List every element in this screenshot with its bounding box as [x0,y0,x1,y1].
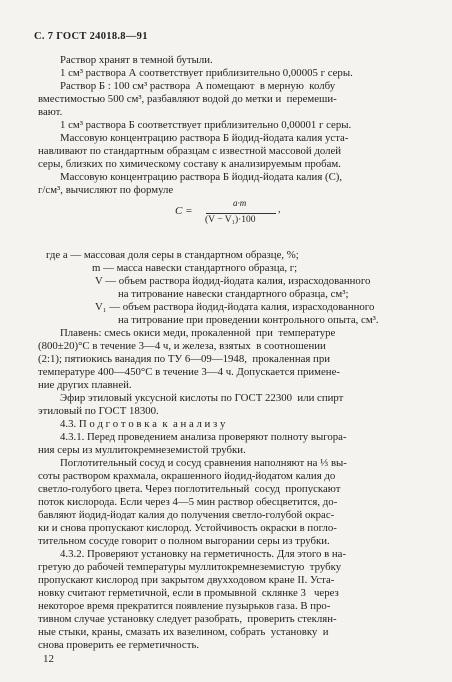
text-line: тивном случае установку следует разобрать, проверить стеклян- [38,613,337,625]
fraction-bar [206,213,276,214]
text-line: г/см³, вычисляют по формуле [38,184,174,196]
text-line: соты раствором крахмала, окрашенного йодид-йодатом калия до [38,470,336,482]
text-line: Массовую концентрацию раствора Б йодид-йодата калия уста- [60,132,349,144]
text-line: светло-голубого цвета. Через поглотительный сосуд пропускают [38,483,341,495]
text-line: на титрование навески стандартного образца, см³; [118,288,349,300]
text-line: тительном сосуде говорит о полном выгорании серы из трубки. [38,535,330,547]
text-line: на титрование при проведении контрольного опыта, см³. [118,314,379,326]
text-line: Поглотительный сосуд и сосуд сравнения наполняют на ⅓ вы- [60,457,347,469]
text-line: 1 см³ раствора Б соответствует приблизительно 0,00001 г серы. [60,119,352,131]
text-line: m — масса навески стандартного образца, г; [92,262,298,274]
formula-lhs: C = [175,205,193,217]
text-line: поток кислорода. Если через 4—5 мин раствор обесцветится, до- [38,496,338,508]
text-line: этиловый по ГОСТ 18300. [38,405,159,417]
text-line: Массовую концентрацию раствора Б йодид-йодата калия (C), [60,171,343,183]
text-line: бавляют йодид-йодат калия до получения светло-голубой окрас- [38,509,335,521]
text-line: вают. [38,106,63,118]
page-number: 12 [43,653,54,665]
text-line: навливают по стандартным образцам с известной массовой долей [38,145,342,157]
formula-comma: , [278,204,281,215]
formula-denominator: (V − V₁)·100 [205,215,256,225]
text-line: серы, близких по химическому составу к анализируемым пробам. [38,158,341,170]
text-line: некоторое время прекратится появление пузырьков газа. В про- [38,600,331,612]
page-header: С. 7 ГОСТ 24018.8—91 [34,31,148,42]
text-line: пропускают кислород при закрытом двухходовом кране II. Уста- [38,574,335,586]
text-line: V — объем раствора йодид-йодата калия, израсходованного [95,275,371,287]
text-line: (2:1); пятиокись ванадия по ТУ 6—09—1948, прокаленная при [38,353,331,365]
text-line: новку считают герметичной, если в промывной склянке 3 через [38,587,339,599]
text-line: ные стыки, краны, смазать их вазелином, собрать установку и [38,626,329,638]
text-line: где a — массовая доля серы в стандартном образце, %; [46,249,299,261]
text-line: Плавень: смесь окиси меди, прокаленной при температуре [60,327,336,339]
text-line: вместимостью 500 см³, разбавляют водой до метки и перемеши- [38,93,337,105]
text-line: Раствор Б : 100 см³ раствора А помещают в мерную колбу [60,80,336,92]
text-line: снова проверить ее герметичность. [38,639,200,651]
text-line: 4.3.2. Проверяют установку на герметичность. Для этого в на- [60,548,347,560]
text-line: гретую до рабочей температуры муллитокремнеземистую трубку [38,561,342,573]
formula [175,198,285,248]
text-line: ние других плавней. [38,379,132,391]
text-line: 1 см³ раствора А соответствует приблизительно 0,00005 г серы. [60,67,353,79]
text-line: 4.3. П о д г о т о в к а к а н а л и з у [60,418,226,430]
text-line: температуре 400—450°С в течение 3—4 ч. Допускается примене- [38,366,340,378]
text-line: 4.3.1. Перед проведением анализа проверяют полноту выгора- [60,431,347,443]
text-line: Эфир этиловый уксусной кислоты по ГОСТ 22300 или спирт [60,392,344,404]
text-line: ния серы из муллитокремнеземистой трубки. [38,444,246,456]
text-line: (800±20)°С в течение 3—4 ч, и железа, взятых в соотношении [38,340,326,352]
text-line: Раствор хранят в темной бутыли. [60,54,213,66]
formula-numerator: a·m [233,198,247,208]
text-line: V₁ — объем раствора йодид-йодата калия, израсходованного [95,301,375,313]
text-line: ки и снова пропускают кислород. Устойчивость окраски в погло- [38,522,337,534]
